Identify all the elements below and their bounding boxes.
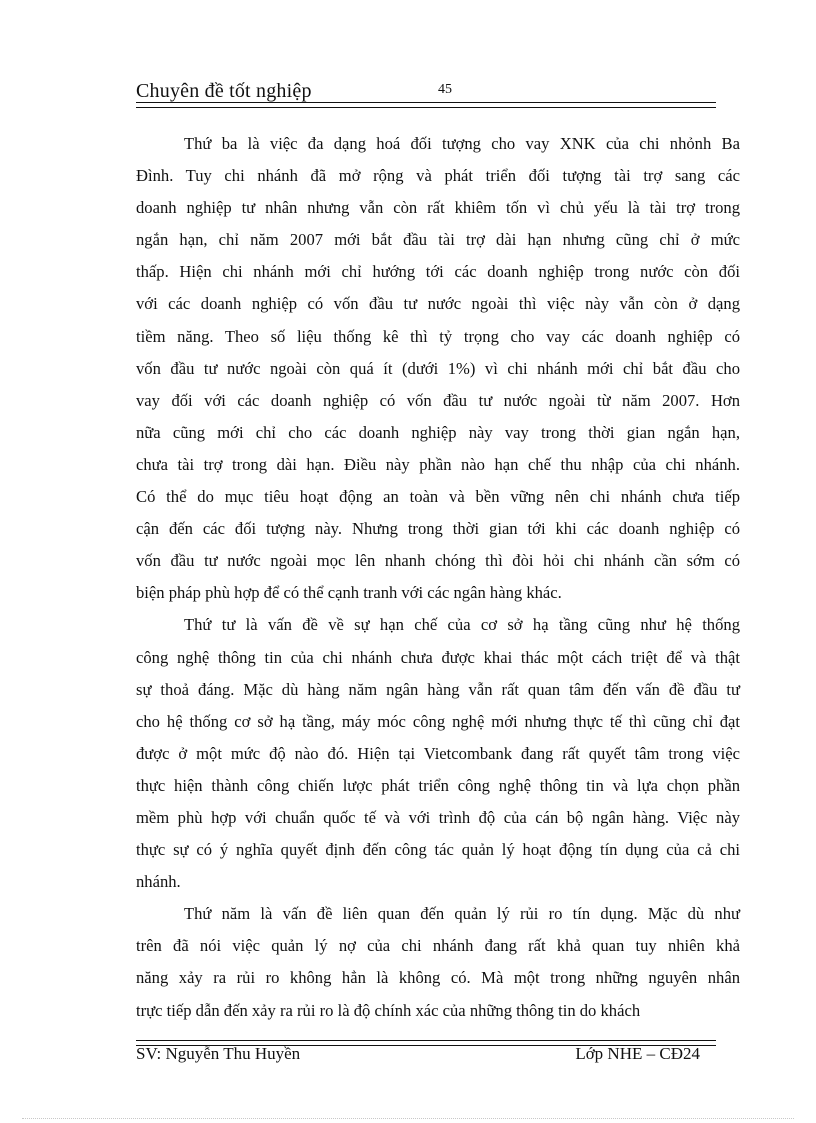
text-line: chưa tài trợ trong dài hạn. Điều này phần nào hạn chế thu nhập của chi nhánh. bbox=[136, 454, 740, 474]
text-line: Có thể do mục tiêu hoạt động an toàn và bền vững nên chi nhánh chưa tiếp bbox=[136, 487, 740, 507]
text-line: mềm phù hợp với chuẩn quốc tế và với trình độ của cán bộ ngân hàng. Việc này bbox=[136, 807, 740, 827]
text-line: nhánh. bbox=[136, 872, 181, 892]
page-header bbox=[136, 78, 716, 104]
text-line: Đình. Tuy chi nhánh đã mở rộng và phát triển đối tượng tài trợ sang các bbox=[136, 166, 740, 186]
text-line: thấp. Hiện chi nhánh mới chỉ hướng tới các doanh nghiệp trong nước còn đối bbox=[136, 262, 740, 282]
text-line: biện pháp phù hợp để có thể cạnh tranh với các ngân hàng khác. bbox=[136, 583, 562, 603]
text-line: thực sự có ý nghĩa quyết định đến công tác quản lý hoạt động tín dụng của cả chi bbox=[136, 840, 740, 860]
text-line: doanh nghiệp tư nhân nhưng vẫn còn rất khiêm tốn vì chủ yếu là tài trợ trong bbox=[136, 198, 740, 218]
text-line: được ở một mức độ nào đó. Hiện tại Vietcombank đang rất quyết tâm trong việc bbox=[136, 743, 740, 763]
page-edge-divider bbox=[22, 1118, 794, 1119]
text-line: sự thoả đáng. Mặc dù hàng năm ngân hàng vẫn rất quan tâm đến vấn đề đầu tư bbox=[136, 679, 740, 699]
footer-student-name: SV: Nguyễn Thu Huyền bbox=[136, 1044, 301, 1063]
text-line: vay đối với các doanh nghiệp có vốn đầu tư nước ngoài từ năm 2007. Hơn bbox=[136, 390, 740, 410]
text-line: Thứ ba là việc đa dạng hoá đối tượng cho vay XNK của chi nhỏnh Ba bbox=[184, 134, 740, 153]
text-line: tiềm năng. Theo số liệu thống kê thì tỷ trọng cho vay các doanh nghiệp có bbox=[136, 326, 740, 346]
text-line: Thứ tư là vấn đề về sự hạn chế của cơ sở hạ tầng cũng như hệ thống bbox=[184, 615, 740, 635]
text-line: nữa cũng mới chỉ cho các doanh nghiệp này vay trong thời gian ngắn hạn, bbox=[136, 422, 740, 442]
text-line: trực tiếp dẫn đến xảy ra rủi ro là độ chính xác của những thông tin do khách bbox=[136, 1000, 641, 1020]
page-footer bbox=[136, 1044, 716, 1070]
text-line: vốn đầu tư nước ngoài mọc lên nhanh chóng thì đòi hỏi chi nhánh cần sớm có bbox=[136, 551, 740, 571]
page-number: 45 bbox=[438, 82, 452, 97]
text-line: ngắn hạn, chỉ năm 2007 mới bắt đầu tài trợ dài hạn nhưng cũng chỉ ở mức bbox=[136, 230, 740, 250]
text-line: công nghệ thông tin của chi nhánh chưa được khai thác một cách triệt để và thật bbox=[136, 647, 740, 667]
text-line: thực hiện thành công chiến lược phát triển công nghệ thông tin và lựa chọn phần bbox=[136, 775, 740, 795]
text-line: vốn đầu tư nước ngoài còn quá ít (dưới 1%) vì chi nhánh mới chỉ bắt đầu cho bbox=[136, 358, 740, 378]
text-line: cận đến các đối tượng này. Nhưng trong thời gian tới khi các doanh nghiệp có bbox=[136, 519, 740, 539]
text-line: Thứ năm là vấn đề liên quan đến quản lý rủi ro tín dụng. Mặc dù như bbox=[184, 904, 740, 924]
text-line: cho hệ thống cơ sở hạ tầng, máy móc công nghệ mới nhưng thực tế thì cũng chỉ đạt bbox=[136, 711, 740, 731]
footer-class: Lớp NHE – CĐ24 bbox=[575, 1044, 700, 1063]
text-line: năng xảy ra rủi ro không hẳn là không có. Mà một trong những nguyên nhân bbox=[136, 968, 740, 988]
text-line: với các doanh nghiệp có vốn đầu tư nước ngoài thì việc này vẫn còn ở dạng bbox=[136, 294, 740, 314]
header-rule bbox=[136, 102, 716, 108]
body-text bbox=[136, 128, 740, 1027]
header-title: Chuyên đề tốt nghiệp bbox=[136, 80, 312, 102]
text-line: trên đã nói việc quản lý nợ của chi nhánh đang rất khả quan tuy nhiên khả bbox=[136, 936, 740, 956]
